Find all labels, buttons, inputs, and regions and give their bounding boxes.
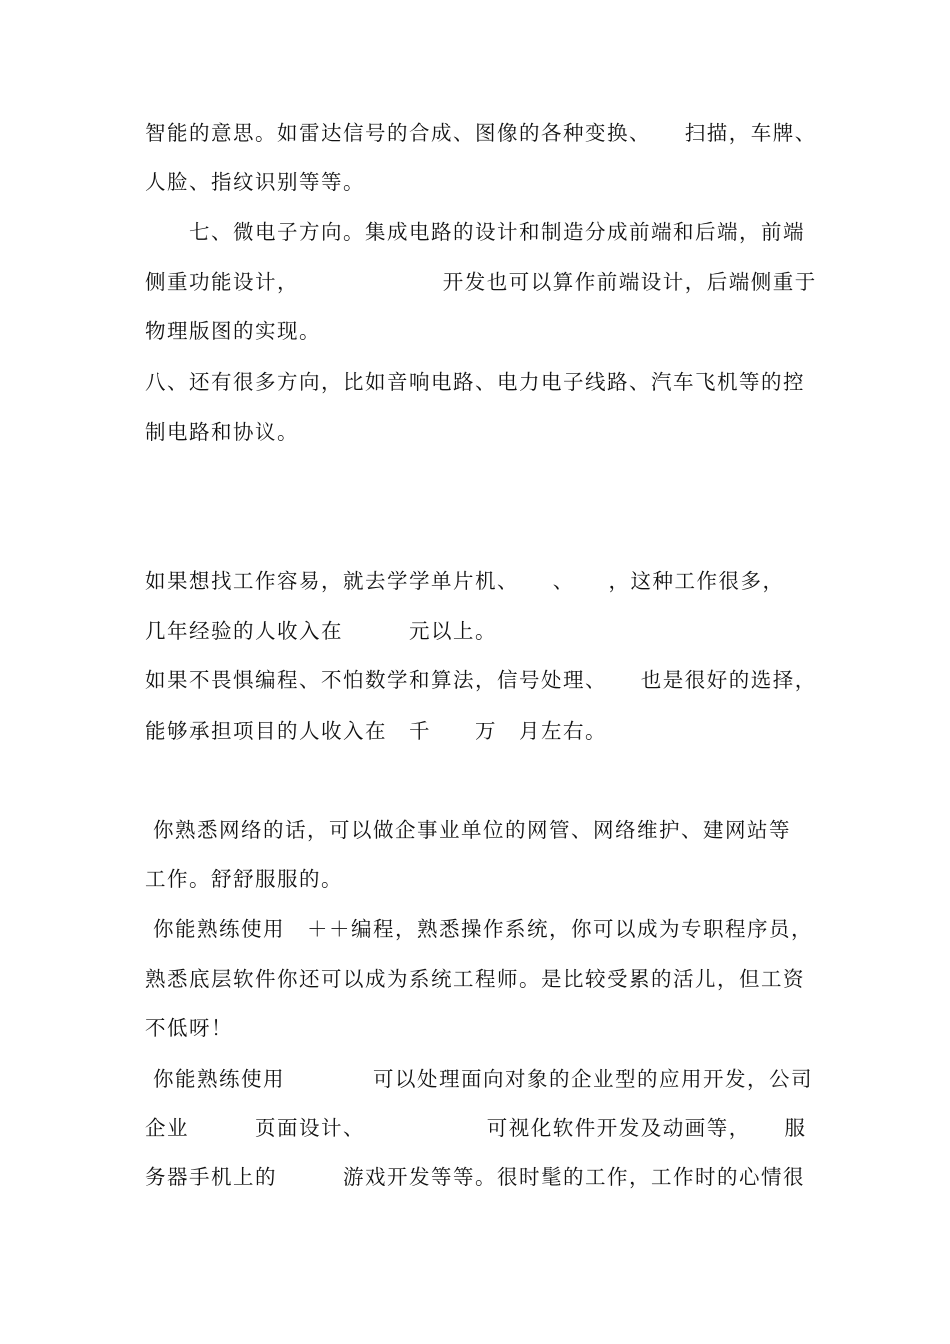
text-line: 如果想找工作容易，就去学学单片机、 、 ，这种工作很多， [145, 569, 785, 593]
text-line: 不低呀！ [145, 1016, 233, 1040]
text-line: 如果不畏惧编程、不怕数学和算法，信号处理、 也是很好的选择， [145, 668, 817, 692]
text-line: 智能的意思。如雷达信号的合成、图像的各种变换、 扫描，车牌、 [145, 121, 817, 145]
text-line: 八、还有很多方向，比如音响电路、电力电子线路、汽车飞机等的控 [145, 370, 805, 394]
text-line: 你熟悉网络的话，可以做企事业单位的网管、网络维护、建网站等 [145, 818, 792, 842]
text-line: 企业 页面设计、 可视化软件开发及动画等， 服 [145, 1116, 807, 1140]
text-line: 七、微电子方向。集成电路的设计和制造分成前端和后端，前端 [145, 220, 805, 244]
text-line: 侧重功能设计， 开发也可以算作前端设计，后端侧重于 [145, 270, 817, 294]
text-line: 能够承担项目的人收入在 千 万 月左右。 [145, 719, 607, 743]
text-line: 你能熟练使用 ＋＋编程，熟悉操作系统，你可以成为专职程序员， [145, 917, 814, 941]
text-line: 人脸、指纹识别等等。 [145, 170, 365, 194]
text-line: 几年经验的人收入在 元以上。 [145, 619, 497, 643]
text-line: 你能熟练使用 可以处理面向对象的企业型的应用开发，公司 [145, 1067, 814, 1091]
text-line: 物理版图的实现。 [145, 319, 321, 343]
text-line: 熟悉底层软件你还可以成为系统工程师。是比较受累的活儿，但工资 [145, 967, 805, 991]
text-line: 工作。舒舒服服的。 [145, 867, 343, 891]
text-line: 制电路和协议。 [145, 420, 299, 444]
text-line: 务器手机上的 游戏开发等等。很时髦的工作，工作时的心情很 [145, 1165, 805, 1189]
